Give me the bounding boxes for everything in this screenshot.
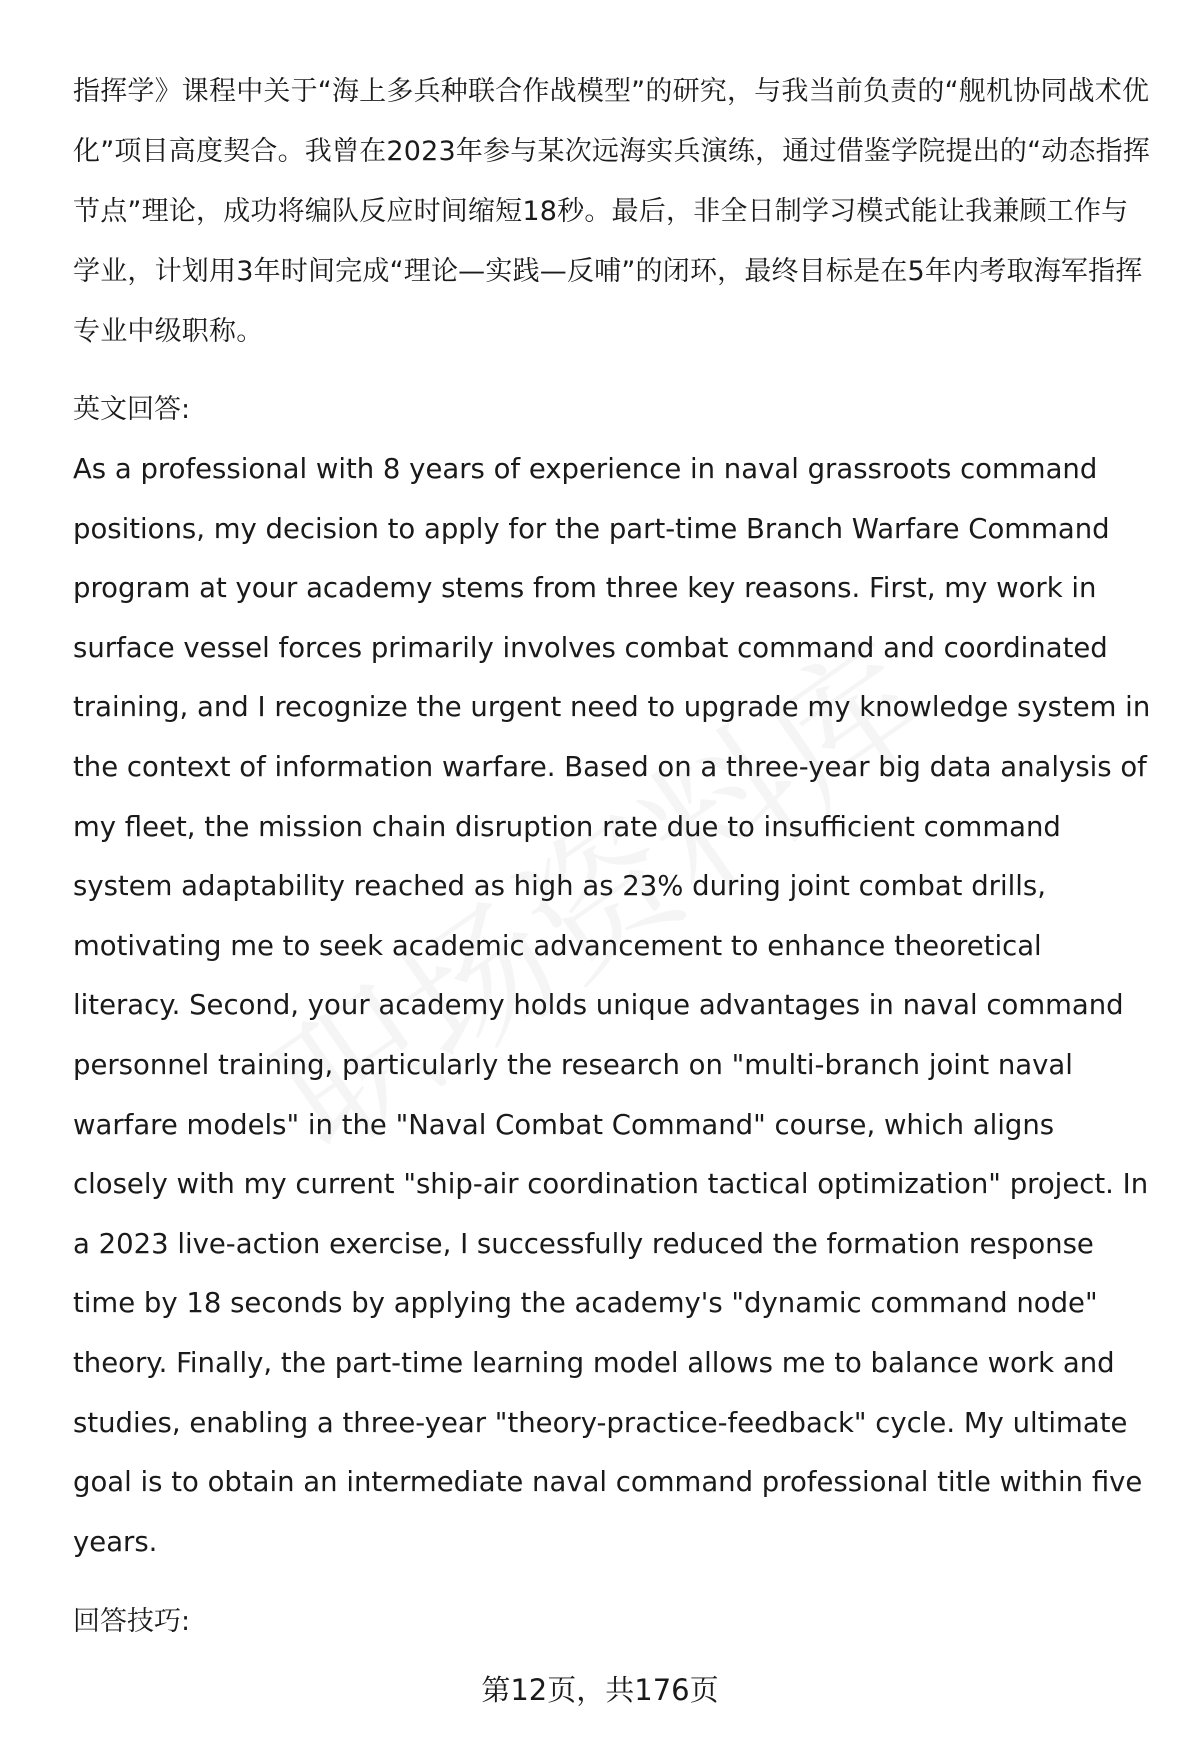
chinese-answer-paragraph: 指挥学》课程中关于“海上多兵种联合作战模型”的研究，与我当前负责的“舰机协同战术优化”项目高度契合。我曾在2023年参与某次远海实兵演练，通过借鉴学院提出的“动态指挥节点”理论，成功将编队反应时间缩短18秒。最后，非全日制学习模式能让我兼顾工作与学业，计划用3年时间完成“理论—实践—反哺”的闭环，最终目标是在5年内考取海军指挥专业中级职称。 [73,76,1151,347]
english-answer-paragraph: As a professional with 8 years of experience in naval grassroots command positions, my decision to apply for the part-time Branch Warfare Command program at your academy stems from three key reasons. First, my work in surface vessel forces primarily involves combat command and coordinated training, and I recognize the urgent need to upgrade my knowledge system in the context of information warfare. Based on a three-year big data analysis of my fleet, the mission chain disruption rate due to insufficient command system adaptability reached as high as 23% during joint combat drills, motivating me to seek academic advancement to enhance theoretical literacy. Second, your academy holds unique advantages in naval command personnel training, particularly the research on "multi-branch joint naval warfare models" in the "Naval Combat Command" course, which aligns closely with my current "ship-air coordination tactical optimization" project. In a 2023 live-action exercise, I successfully reduced the formation response time by 18 seconds by applying the academy's "dynamic command node" theory. Finally, the part-time learning model allows me to balance work and studies, enabling a three-year "theory-practice-feedback" cycle. My ultimate goal is to obtain an intermediate naval command professional title within five years. [73,453,1151,1558]
answer-tips-label: 回答技巧: [73,1606,191,1638]
spacer [73,1572,1153,1592]
spacer [73,362,1153,380]
content-body [73,62,1153,1652]
page-number-footer: 第12页，共176页 [481,1673,719,1707]
english-answer-label: 英文回答: [73,394,191,425]
